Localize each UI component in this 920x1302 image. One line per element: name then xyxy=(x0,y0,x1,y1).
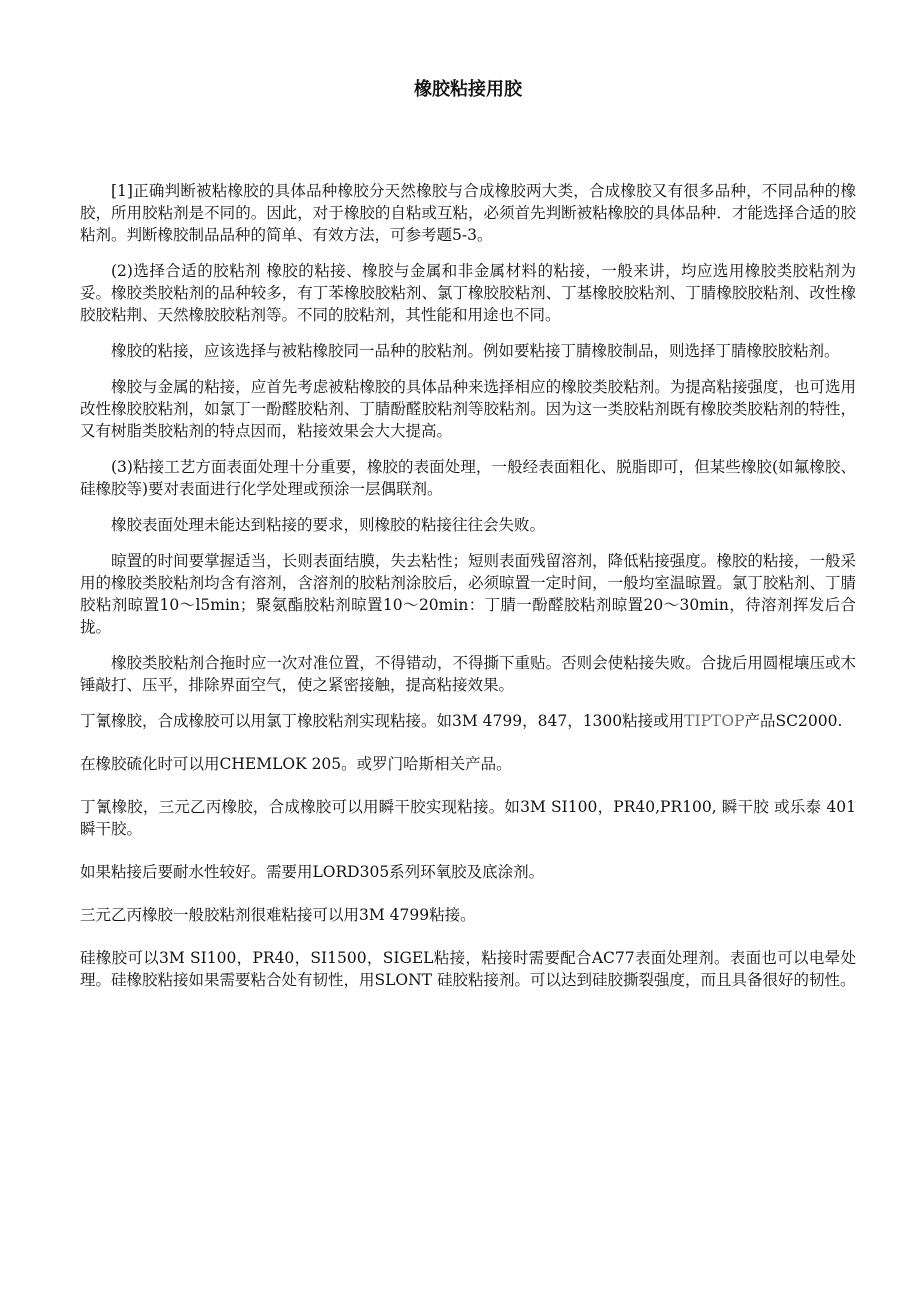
paragraph-4: 橡胶与金属的粘接，应首先考虑被粘橡胶的具体品种来选择相应的橡胶类胶粘剂。为提高粘接强度，也可选用改性橡胶胶粘剂，如氯丁一酚醛胶粘剂、丁腈酚醛胶粘剂等胶粘剂。因为这一类胶粘剂既有橡胶类胶粘剂的特性，又有树脂类胶粘剂的特点因而，粘接效果会大大提高。 xyxy=(80,378,856,440)
paragraph-13: 三元乙丙橡胶一般胶粘剂很难粘接可以用3M 4799粘接。 xyxy=(80,906,476,924)
paragraph-14: 硅橡胶可以3M SI100，PR40，SI1500，SIGEL粘接，粘接时需要配合AC77表面处理剂。表面也可以电晕处理。硅橡胶粘接如果需要粘合处有韧性，用SLONT 硅胶粘接剂。可以达到硅胶撕裂强度，而且具备很好的韧性。 xyxy=(80,949,856,989)
paragraph-7: 晾置的时间要掌握适当，长则表面结膜，失去粘性；短则表面残留溶剂，降低粘接强度。橡胶的粘接，一般采用的橡胶类胶粘剂均含有溶剂，含溶剂的胶粘剂涂胶后，必须晾置一定时间，一般均室温晾置。氯丁胶粘剂、丁腈胶粘剂晾置10～l5min；聚氨酯胶粘剂晾置10～20min：丁腈一酚醛胶粘剂晾置20～30min，待溶剂挥发后合拢。 xyxy=(80,552,856,636)
paragraph-9-main: 丁氰橡胶，合成橡胶可以用氯丁橡胶粘剂实现粘接。如3M 4799，847，1300粘接或用 xyxy=(80,712,685,730)
paragraph-10: 在橡胶硫化时可以用CHEMLOK 205。或罗门哈斯相关产品。 xyxy=(80,755,512,773)
paragraph-9-tail: 产品SC2000. xyxy=(744,712,843,730)
paragraph-1: [1]正确判断被粘橡胶的具体品种橡胶分天然橡胶与合成橡胶两大类，合成橡胶又有很多品种，不同品种的橡胶，所用胶粘剂是不同的。因此，对于橡胶的自粘或互粘，必须首先判断被粘橡胶的具体品种．才能选择合适的胶粘剂。判断橡胶制品品种的简单、有效方法，可参考题5-3。 xyxy=(80,182,856,244)
paragraph-8: 橡胶类胶粘剂合拖时应一次对准位置，不得错动，不得撕下重贴。否则会使粘接失败。合拢后用圆棍壤压或木锤敲打、压平，排除界面空气，使之紧密接触，提高粘接效果。 xyxy=(80,654,856,694)
paragraph-12: 如果粘接后要耐水性较好。需要用LORD305系列环氧胶及底涂剂。 xyxy=(80,863,545,881)
paragraph-6: 橡胶表面处理未能达到粘接的要求，则橡胶的粘接往往会失败。 xyxy=(111,516,546,534)
document-body xyxy=(80,180,856,1012)
paragraph-2: (2)选择合适的胶粘剂 橡胶的粘接、橡胶与金属和非金属材料的粘接，一般来讲，均应选用橡胶类胶粘剂为妥。橡胶类胶粘剂的品种较多，有丁苯橡胶胶粘剂、氯丁橡胶胶粘剂、丁基橡胶胶粘剂、丁腈橡胶胶粘剂、改性橡胶胶粘荆、天然橡胶胶粘剂等。不同的胶粘剂，其性能和用途也不同。 xyxy=(80,262,856,324)
page-title: 橡胶粘接用胶 xyxy=(414,79,522,100)
paragraph-9 xyxy=(80,710,856,732)
product-name-highlight: TIPTOP xyxy=(684,712,745,730)
paragraph-3: 橡胶的粘接，应该选择与被粘橡胶同一品种的胶粘剂。例如要粘接丁腈橡胶制品，则选择丁腈橡胶胶粘剂。 xyxy=(111,342,840,360)
paragraph-5: (3)粘接工艺方面表面处理十分重要，橡胶的表面处理，一般经表面粗化、脱脂即可，但某些橡胶(如氟橡胶、硅橡胶等)要对表面进行化学处理或预涂一层偶联剂。 xyxy=(80,458,856,498)
paragraph-11: 丁氰橡胶，三元乙丙橡胶，合成橡胶可以用瞬干胶实现粘接。如3M SI100，PR40,PR100, 瞬干胶 或乐泰 401瞬干胶。 xyxy=(80,798,856,838)
